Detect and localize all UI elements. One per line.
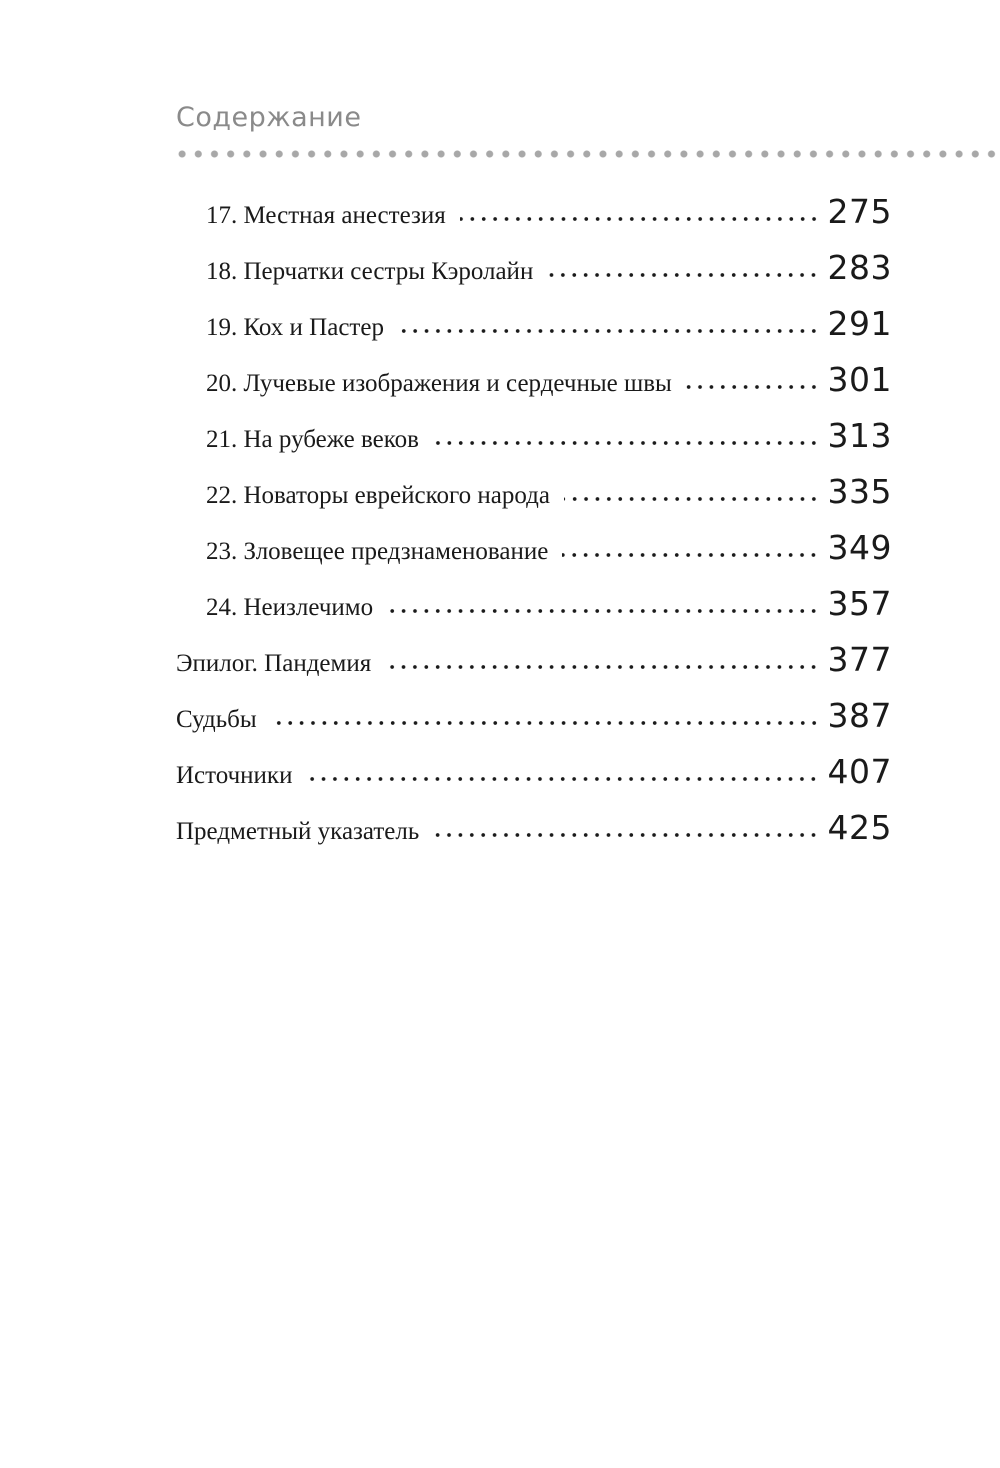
- toc-entry-label: Судьбы: [176, 706, 257, 733]
- toc-dot-leader: [686, 384, 820, 390]
- toc-entry-page: 407: [827, 752, 892, 791]
- toc-entry-page: 377: [827, 640, 892, 679]
- toc-dot-leader: [306, 776, 819, 782]
- toc-entry[interactable]: [206, 584, 892, 624]
- toc-entry[interactable]: [206, 248, 892, 288]
- toc-entry-page: 387: [827, 696, 892, 735]
- toc-entry[interactable]: [176, 696, 892, 736]
- toc-entry-label: 20. Лучевые изображения и сердечные швы: [206, 370, 672, 397]
- toc-entry[interactable]: [206, 192, 892, 232]
- toc-entry-page: 349: [827, 528, 892, 567]
- toc-entry[interactable]: [206, 416, 892, 456]
- toc-dot-leader: [385, 664, 819, 670]
- toc-dot-leader: [460, 216, 820, 222]
- toc-dot-leader: [433, 832, 819, 838]
- toc-entry-label: Источники: [176, 762, 293, 789]
- toc-entry-page: 313: [827, 416, 892, 455]
- toc-entry-label: 23. Зловещее предзнаменование: [206, 538, 549, 565]
- toc-entry-label: 18. Перчатки сестры Кэролайн: [206, 258, 534, 285]
- toc-entry-page: 335: [827, 472, 892, 511]
- toc-entry[interactable]: [176, 640, 892, 680]
- toc-entry-page: 357: [827, 584, 892, 623]
- toc-entry[interactable]: [206, 472, 892, 512]
- toc-dot-leader: [433, 440, 820, 446]
- toc-dot-leader: [562, 552, 819, 558]
- page-title: Содержание: [176, 102, 362, 133]
- toc-entry[interactable]: [206, 304, 892, 344]
- toc-entry-page: 425: [827, 808, 892, 847]
- toc-dot-leader: [271, 720, 820, 726]
- toc-entry[interactable]: [176, 752, 892, 792]
- toc-dot-leader: [564, 496, 820, 502]
- toc-entry-label: 22. Новаторы еврейского народа: [206, 482, 550, 509]
- toc-entry[interactable]: [206, 528, 892, 568]
- toc-entry-label: 19. Кох и Пастер: [206, 314, 384, 341]
- toc-dot-leader: [398, 328, 820, 334]
- toc-entry[interactable]: [176, 808, 892, 848]
- toc-entry-label: 24. Неизлечимо: [206, 594, 374, 621]
- toc-dot-leader: [547, 272, 819, 278]
- toc-entry[interactable]: [206, 360, 892, 400]
- toc-entry-label: 21. На рубеже веков: [206, 426, 419, 453]
- toc-entry-page: 301: [827, 360, 892, 399]
- toc-entry-page: 275: [827, 192, 892, 231]
- toc-entry-label: 17. Местная анестезия: [206, 202, 446, 229]
- header-dotted-rule: [174, 149, 1000, 159]
- toc-entry-page: 291: [827, 304, 892, 343]
- toc-dot-leader: [387, 608, 819, 614]
- toc-entry-label: Предметный указатель: [176, 818, 420, 845]
- toc-entry-label: Эпилог. Пандемия: [176, 650, 372, 677]
- toc-entry-page: 283: [827, 248, 892, 287]
